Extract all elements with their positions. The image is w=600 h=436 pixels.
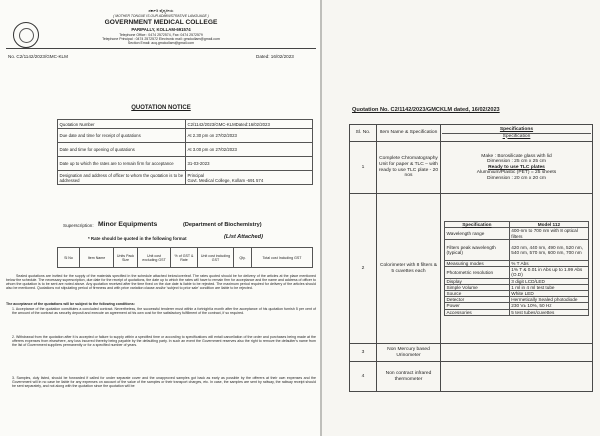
header-rule <box>6 48 316 49</box>
quote-value: At 3.00 pm on 27/02/2023 <box>186 143 313 157</box>
mother-tongue-line: ( MOTHER TONGUE IS OUR ADMINISTRATIVE LANGUAGE ) <box>113 14 209 18</box>
item-1-slno: 1 <box>350 142 377 194</box>
item-2-slno: 2 <box>350 194 377 344</box>
rate-note: * Rate should be quoted in the following format <box>88 236 187 241</box>
quote-label: Date and time for opening of quotations <box>58 143 186 157</box>
spec-key: Wavelength range <box>445 228 510 239</box>
quote-label: Quotation Number <box>58 120 186 129</box>
condition-2: 2. Withdrawal from the quotation after it is accepted or failure to supply within a specified time or according to specifications will entail cancellation of the order and purchases being made at the offerers expenses from elsewhere, any loss incurred thereby being payable by the defaulting party. In such an event the Government reserves also the right to remove the defaulter's name from the list of Government suppliers permanently or for a specified number of years. <box>12 335 316 348</box>
spec-value: 3 digit LCD/LED <box>509 278 588 284</box>
col-header-item: Item Name & Specification <box>377 125 441 142</box>
spec-value: 5 test tubes/cuvettes <box>509 309 588 315</box>
native-title: ಸರ್ಕಾರಿ ವೈದ್ಯಕೀಯ <box>148 8 174 13</box>
phone-line-2: Telephone Principal : 0474 2572572 Electronic mail: gmckollam@gmail.com <box>102 37 220 41</box>
phone-line: Telephone Office : 0474 2572574, Fax: 0474 2572579 <box>119 33 203 37</box>
rate-header: Total cost Including GST <box>252 248 313 268</box>
spec-key: Simple Volume <box>445 284 510 290</box>
spec-key: Detector <box>445 297 510 303</box>
spec-key: Display <box>445 278 510 284</box>
quote-label: Designation and address of officer to whom the quotation is to be addressed <box>58 171 186 185</box>
item-3-specs <box>441 344 593 362</box>
acceptance-heading: The acceptance of the quotations will be subject to the following conditions: <box>6 302 135 306</box>
item-2-specs <box>441 194 593 344</box>
rate-header: Sl No <box>58 248 80 268</box>
quote-value: C2/1142/2023/GMC-KLMDated:16/02/2023 <box>186 120 313 129</box>
item-4-slno: 4 <box>350 362 377 392</box>
quote-value: At 2.30 pm on 27/02/2023 <box>186 129 313 143</box>
list-attached-note: (List Attached) <box>224 234 263 240</box>
spec-value: 1 ml in 4 ml test tube <box>509 284 588 290</box>
spec-value: 420 nm, 440 nm, 490 nm, 520 nm, 540 nm, 570 nm, 600 nm, 700 nm <box>509 239 588 260</box>
item-3-slno: 3 <box>350 344 377 362</box>
rate-format-table <box>57 247 313 268</box>
item-3-name: Non Mercury based Urinometer <box>377 344 441 362</box>
item-4-specs <box>441 362 593 392</box>
rate-header: Unit cost including GST <box>198 248 234 268</box>
spec-value: % T Abs <box>509 260 588 266</box>
item-1-specs: Make : Borosilicate glass with lid Dimension : 25 cm x 25 cm Ready to use TLC plates Aluminium/Plastic (PET) = 25 sheets Dimension : 20 cm x 20 cm <box>441 142 593 194</box>
specification-page <box>322 0 600 436</box>
notice-date: Dated: 16/02/2023 <box>256 54 294 59</box>
notice-title: QUOTATION NOTICE <box>131 105 191 111</box>
specification-table <box>349 124 593 392</box>
superscription-label: Superscription: <box>63 223 94 228</box>
colorimeter-spec-table: Specification Model 112 Wavelength range 400-nm to 700 nm with 8 optical filters Filters peak wavelength (typical) 420 nm, 440 nm, 490 nm, 520 nm, 540 nm, 570 nm, 600 nm, 700 nm Measuring modes % T Abs Photometric resolution 1% T & 0.01 in Abs up to 1.99 Abs (O.D) Display 3 digit LCD/LED Simple Volume 1 ml in 4 ml test tube Source White LED Detector Hermetically Sealed photodiode Power 230 V± 10%, 50 Hz Accessories 5 test tubes/cuvettes <box>444 221 589 315</box>
section-email: Section Email: acq.gmckollam@gmail.com <box>127 41 195 45</box>
rate-header: Item Name <box>80 248 114 268</box>
quote-value: 31-03-2023 <box>186 157 313 171</box>
superscription-department: (Department of Biochemistry) <box>183 222 262 228</box>
spec-key: Photometric resolution <box>445 267 510 278</box>
quotation-details-table <box>57 119 313 185</box>
quote-label: Due date and time for receipt of quotations <box>58 129 186 143</box>
rate-header: Units Pack Size <box>114 248 138 268</box>
item-2-name: Colorimeter with 8 filters & 5 cuvettes each <box>377 194 441 344</box>
institution-address: PARIPALLY, KOLLAM-691574 <box>131 27 191 32</box>
spec-value: 1% T & 0.01 in Abs up to 1.99 Abs (O.D) <box>509 267 588 278</box>
item-1-name: Complete Chromatography Unit for paper & TLC – with ready to use TLC plate - 20 nos <box>377 142 441 194</box>
spec-key: Measuring modes <box>445 260 510 266</box>
quote-value: Principal Govt. Medical College, Kollam -691 574 <box>186 171 313 185</box>
condition-1: 1. Acceptance of the quotation constitutes a concluded contract. Nevertheless, the successful tenderer must within a fortnight/a month after the acceptance of his quotation furnish 5 per cent of the amount of the contract as security deposit and execute an agreement at his own cost for the satisfactory fulfillment of the contract, if so required. <box>12 307 316 316</box>
item-4-name: Non contract infrared thermometer <box>377 362 441 392</box>
spec-key: Power <box>445 303 510 309</box>
spec-key: Filters peak wavelength (typical) <box>445 239 510 260</box>
spec-key: Accessories <box>445 309 510 315</box>
rate-header: % of GST & Rate <box>171 248 198 268</box>
reference-number: No. C2/1142/2023/GMC-KLM <box>8 54 68 59</box>
rate-header: Qty. <box>234 248 252 268</box>
spec-value: 400-nm to 700 nm with 8 optical filters <box>509 228 588 239</box>
superscription-value: Minor Equipments <box>98 221 158 228</box>
col-header-specs: Specifications Specification <box>441 125 593 142</box>
condition-3: 3. Samples, duly listed, should be forwarded if called for under separate cover and the unapproved samples got back as early as possible by the offerers at their own expenses and the Government will in no case be liable for any expenses on account of the value of the samples or their transport charges, etc. In case, the samples are sent by railway, the railway receipt should be sent separately, and not along with the quotation since the quotation will be <box>12 376 316 389</box>
col-header-slno: Sl. No. <box>350 125 377 142</box>
spec-value: 230 V± 10%, 50 Hz <box>509 303 588 309</box>
spec-value: Hermetically Sealed photodiode <box>509 297 588 303</box>
institution-name: GOVERNMENT MEDICAL COLLEGE <box>104 19 218 26</box>
rate-header: Unit cost excluding GST <box>138 248 171 268</box>
notice-body-text: Sealed quotations are invited for the supply of the materials specified in the schedule attached below/overleaf. The rates quoted should be for delivery of the articles at the place mentioned below the schedule. The necessary superscription, due date for the receipt of quotations, the date up to which the rates will have to remain firm for acceptance and the name and address of officer to whom the quotation is to be sent are noted above. Any quotation received after the time fixed on the due date is liable to be rejected. The maximum period required for delivery of the articles should also be mentioned. Quotations not stipulating period of firmness and with price variation clause and/or 'subject to prior sale' condition are liable to be rejected. <box>6 274 317 291</box>
spec-value: White LED <box>509 290 588 296</box>
spec-key: Source <box>445 290 510 296</box>
quote-label: Date up to which the rates are to remain firm for acceptance <box>58 157 186 171</box>
spec-heading: Quotation No. C2/1142/2023/GMCKLM dated, 16/02/2023 <box>352 107 500 113</box>
